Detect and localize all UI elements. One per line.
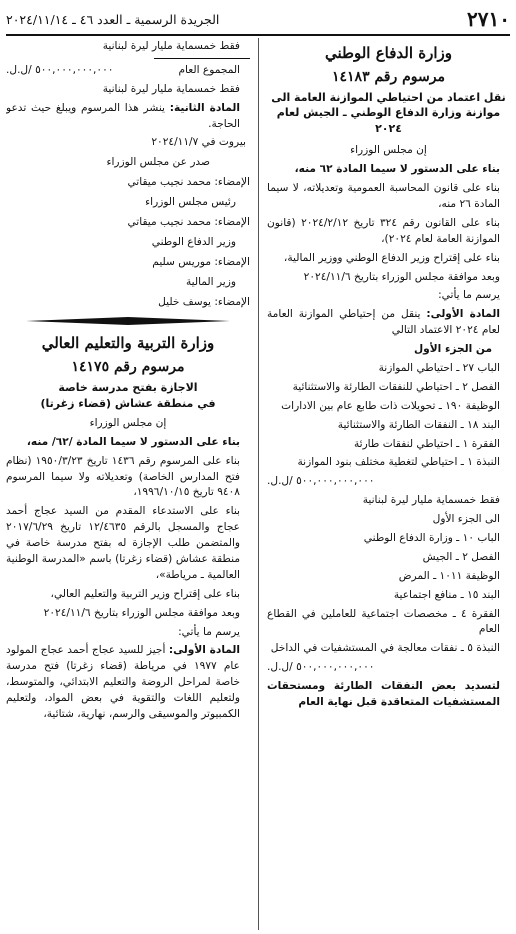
to-line-section: الفصل ٢ ـ الجيش: [422, 550, 500, 563]
grand-total: [6, 63, 250, 79]
issued-by: صدر عن مجلس الوزراء: [106, 156, 210, 169]
from-line-paragraph: الفقرة ١ ـ احتياطي لنفقات طارئة: [353, 437, 500, 450]
decree-formula: يرسم ما يأتي:: [438, 289, 500, 302]
grand-total-words: فقط خمسماية مليار ليرة لبنانية: [102, 82, 240, 95]
council-intro-2: إن مجلس الوزراء: [89, 416, 167, 429]
gazette-issue-info: الجريدة الرسمية ـ العدد ٤٦ ـ ٢٠٢٤/١١/١٤: [6, 11, 220, 27]
from-line-subparagraph: النبذة ١ ـ احتياطي لتغطية مختلف بنود الموازنة: [297, 456, 500, 469]
article-1: [267, 307, 510, 339]
page-columns: [6, 38, 510, 930]
to-line-function: الوظيفة ١٠١١ ـ المرض: [398, 569, 500, 582]
article-1-school-label: المادة الأولى:: [168, 644, 241, 657]
preamble-application: بناء على الاستدعاء المقدم من السيد عجاج أحمد عجاج والمسجل بالرقم ١٢/٤٦٣٥ تاريخ ٢٠١٧/٦/٢٩ والمتضمن طلب الإجازة له بفتح مدرسة خاصة في منطقة عشاش (قضاء زغرتا) باسم «المدرسة الوطنية العالمية ـ مرياطة»،: [6, 505, 240, 581]
to-line-subparagraph: النبذة ٥ ـ نفقات معالجة في المستشفيات في الداخل: [270, 642, 500, 655]
preamble-accounting-law: بناء على قانون المحاسبة العمومية وتعديلاته، لا سيما المادة ٢٦ منه،: [267, 182, 500, 210]
to-part-heading: الى الجزء الأول: [432, 513, 500, 526]
to-line-chapter: الباب ١٠ ـ وزارة الدفاع الوطني: [363, 532, 500, 545]
decree-subject-2: [6, 380, 250, 412]
page-header: [6, 4, 510, 36]
defense-minister-title: وزير الدفاع الوطني: [151, 235, 236, 248]
article-1-text: ينقل من إحتياطي الموازنة العامة لعام ٢٠٢٤ الاعتماد التالي: [267, 308, 500, 337]
to-line-paragraph: الفقرة ٤ ـ مخصصات اجتماعية للعاملين في القطاع العام: [267, 607, 500, 636]
decree-subject-2-line2: في منطقة عشاش (قضاء زغرتا): [40, 396, 216, 410]
place-and-date: بيروت في ٢٠٢٤/١١/٧: [151, 136, 246, 149]
signature-1: الإمضاء: محمد نجيب ميقاتي: [127, 176, 250, 189]
total-rule: [154, 58, 250, 59]
transfer-purpose: لتسديد بعض النفقات الطارئة ومستحقات المستشفيات المتعاقدة قبل نهاية العام: [267, 680, 500, 709]
amount-words-top: فقط خمسماية مليار ليرة لبنانية: [102, 40, 240, 52]
left-column: [6, 38, 258, 930]
section-divider: [26, 316, 230, 326]
grand-total-amount: ٥٠٠,٠٠٠,٠٠٠,٠٠٠ /ل.ل.: [6, 63, 114, 76]
preamble-approval: وبعد موافقة مجلس الوزراء بتاريخ ٢٠٢٤/١١/٦: [303, 270, 500, 283]
amount-to: ٥٠٠,٠٠٠,٠٠٠,٠٠٠ /ل.ل.: [267, 661, 375, 674]
from-line-section: الفصل ٢ ـ احتياطي للنفقات الطارئة والاستثنائية: [292, 380, 500, 393]
amount-from: ٥٠٠,٠٠٠,٠٠٠,٠٠٠ /ل.ل.: [267, 475, 375, 488]
from-line-chapter: الباب ٢٧ ـ احتياطي الموازنة: [378, 362, 500, 374]
amount-words: فقط خمسماية مليار ليرة لبنانية: [362, 494, 500, 507]
signature-2: الإمضاء: محمد نجيب ميقاتي: [127, 216, 250, 229]
from-line-function: الوظيفة ١٩٠ ـ تحويلات ذات طابع عام بين الادارات: [281, 399, 500, 412]
from-line-item: البند ١٨ ـ النفقات الطارئة والاستثنائية: [337, 418, 500, 431]
page-number: ٢٧١٠: [467, 7, 510, 31]
decree-subject: نقل اعتماد من احتياطي الموازنة العامة الى موازنة وزارة الدفاع الوطني ـ الجيش لعام ٢٠٢٤: [271, 90, 506, 136]
article-2: [6, 101, 250, 133]
article-2-label: المادة الثانية:: [169, 101, 240, 114]
preamble-proposal-2: بناء على إقتراح وزير التربية والتعليم العالي،: [50, 587, 240, 600]
signature-4: الإمضاء: يوسف خليل: [158, 295, 250, 308]
preamble-approval-2: وبعد موافقة مجلس الوزراء بتاريخ ٢٠٢٤/١١/٦: [43, 606, 240, 619]
council-intro: إن مجلس الوزراء: [350, 144, 427, 157]
article-2-text: ينشر هذا المرسوم ويبلغ حيث تدعو الحاجة.: [6, 101, 240, 130]
signature-3: الإمضاء: موريس سليم: [152, 255, 250, 268]
decree-formula-2: يرسم ما يأتي:: [178, 625, 240, 638]
decree-number-2: مرسوم رقم ١٤١٧٥: [71, 358, 185, 375]
grand-total-label: المجموع العام: [178, 63, 240, 76]
right-column: [258, 38, 510, 930]
finance-minister-title: وزير المالية: [185, 275, 236, 288]
preamble-budget-law: بناء على القانون رقم ٣٢٤ تاريخ ٢٠٢٤/٢/١٢ (قانون الموازنة العامة لعام ٢٠٢٤)،: [267, 216, 500, 245]
pm-title: رئيس مجلس الوزراء: [145, 196, 236, 209]
decree-subject-2-line1: الاجازة بفتح مدرسة خاصة: [58, 380, 198, 394]
preamble-school-decree: بناء على المرسوم رقم ١٤٣٦ تاريخ ١٩٥٠/٣/٢٣ (نظام فتح المدارس الخاصة) وتعديلاته ولا سيما المرسوم ٩٤٠٨ تاريخ ١٩٩٦/١٠/١٥،: [6, 454, 240, 499]
decree-number: مرسوم رقم ١٤١٨٣: [332, 68, 445, 85]
ministry-title: وزارة الدفاع الوطني: [325, 44, 452, 62]
preamble-proposal: بناء على إقتراح وزير الدفاع الوطني ووزير المالية،: [283, 251, 500, 264]
preamble-constitution: بناء على الدستور لا سيما المادة ٦٢ منه،: [294, 163, 500, 176]
preamble-constitution-2: بناء على الدستور لا سيما المادة /٦٢/ منه،: [26, 435, 240, 448]
article-1-label: المادة الأولى:: [426, 308, 500, 321]
article-1-school-text: أجيز للسيد عجاج أحمد عجاج المولود عام ١٩٧٧ في مرياطة (قضاء زغرتا) فتح مدرسة خاصة لمراحل الروضة والتعليم الابتدائي، والمتوسط، ولتعليم اللغات والتقوية في بعض المواد، ولتعليم الكمبيوتر والموسيقى والرسم، نهارية، شتائية،: [6, 644, 240, 720]
ministry-title-2: وزارة التربية والتعليم العالي: [41, 334, 215, 353]
from-part-heading: من الجزء الأول: [413, 343, 492, 356]
to-line-item: البند ١٥ ـ منافع اجتماعية: [393, 588, 500, 601]
article-1-school: [6, 643, 250, 722]
